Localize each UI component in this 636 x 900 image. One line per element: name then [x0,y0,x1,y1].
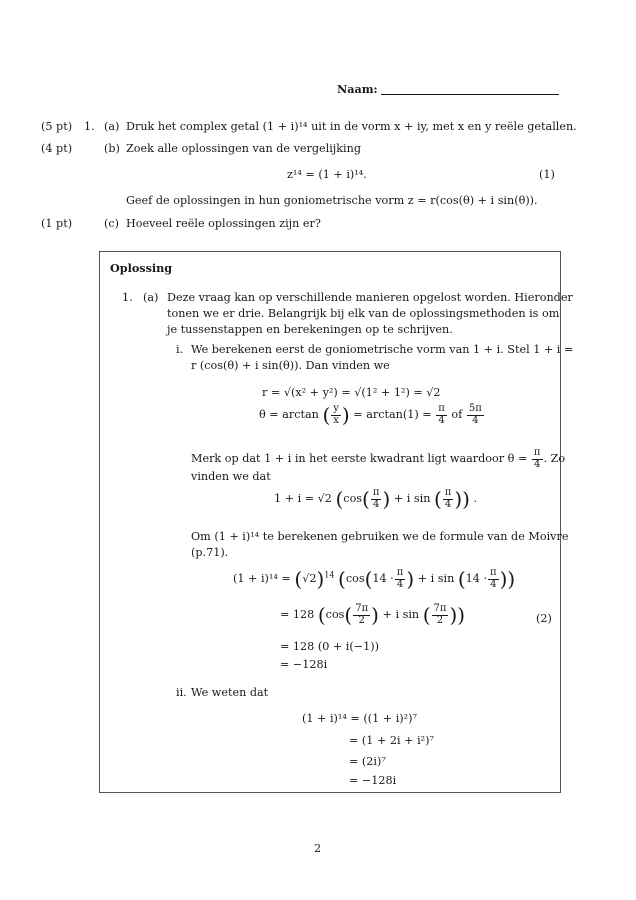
polar-lhs: 1 + i = √2 [274,492,332,505]
equation-polar-form: 1 + i = √2 (cos( $\frac{\pi}{4}$ ) + i sin ( $\frac{\pi}{4}$ )) . [274,487,478,511]
binomial-line2: = (1 + 2i + i²)⁷ [349,734,434,747]
q1c-points: (1 pt) [41,217,73,230]
dm-sqrt2: √2 [302,572,317,585]
dm-14dot: 14 · [372,572,394,585]
solution-intro-line1: Deze vraag kan op verschillende manieren opgelost worden. Hieronder [167,291,573,304]
solution-intro-line3: je tussenstappen en berekeningen op te schrijven. [167,323,453,336]
dm2-frac-7pi-b: 7π [433,603,447,614]
polar-isin: + i sin [393,492,431,505]
polar-frac-pi-b: π [444,487,452,498]
name-field-line [381,94,559,95]
dm-frac-pi-b: π [490,567,497,578]
method-i-label: i. [176,343,184,356]
q1b-equation-number: (1) [539,168,555,181]
merk-line1-end: . Zo [543,452,566,465]
solution-a-letter: (a) [143,291,159,304]
solution-title: Oplossing [110,261,173,275]
dm-lhs: (1 + i)¹⁴ = [233,572,291,585]
name-label: Naam: [337,82,378,96]
demoivre-line4: = −128i [280,658,328,671]
equation-number-2: (2) [536,612,552,625]
frac-x: x [333,414,339,426]
solution-intro-line2: tonen we er drie. Belangrijk bij elk van de oplossingsmethoden is om [167,307,560,320]
dm-frac-four-b: 4 [490,578,497,590]
frac-four: 4 [438,414,445,426]
equation-argument-mid: = arctan(1) = [353,408,432,421]
q1a-points: (5 pt) [41,120,73,133]
q1a-text: Druk het complex getal (1 + i)¹⁴ uit in de vorm x + iy, met x en y reële getallen. [126,120,577,133]
moivre-line1: Om (1 + i)¹⁴ te berekenen gebruiken we de formule van de Moivre [191,530,569,543]
method-i-text-line1: We berekenen eerst de goniometrische vorm van 1 + i. Stel 1 + i = [191,343,574,356]
polar-frac-four: 4 [372,498,380,510]
dm-14dot-b: 14 · [465,572,488,585]
binomial-line4: = −128i [349,774,397,787]
dm2-cos: cos [325,608,345,621]
merk-line1 [191,448,565,470]
q1-number: 1. [84,120,95,133]
solution-number: 1. [122,291,133,304]
merk-line2: vinden we dat [191,470,271,483]
dm2-frac-two: 2 [358,614,365,626]
dm-isin: + i sin [417,572,455,585]
polar-period: . [473,492,478,505]
method-ii-text: We weten dat [191,686,269,699]
binomial-line1: (1 + i)¹⁴ = ((1 + i)²)⁷ [302,712,417,725]
dm2-isin: + i sin [382,608,420,621]
dm-line2-lhs: = 128 [280,608,315,621]
demoivre-line1: $(1 + i)^{14} = (√2)^{14}$ (cos(14 · $\frac{\pi}{4}$ ) + i sin (14 · $\frac{\pi}{4}$ )) [233,567,516,591]
frac-y: y [333,403,339,414]
dm2-frac-7pi: 7π [355,603,369,614]
binomial-line3: = (2i)⁷ [349,755,386,768]
q1b-followup: Geef de oplossingen in hun goniometrische vorm z = r(cos(θ) + i sin(θ)). [126,194,538,207]
word-of: of [451,408,463,421]
frac-four-b: 4 [472,414,479,426]
equation-modulus: r = √(x² + y²) = √(1² + 1²) = √2 [262,386,441,399]
q1b-text: Zoek alle oplossingen van de vergelijking [126,142,361,155]
dm-cos: cos [345,572,365,585]
merk-line1-text: Merk op dat 1 + i in het eerste kwadrant ligt waardoor θ = [191,452,528,465]
dm-exp: 14 [324,570,335,580]
page-number: 2 [314,842,322,855]
moivre-line2: (p.71). [191,546,229,559]
q1a-letter: (a) [104,120,120,133]
q1b-points: (4 pt) [41,142,73,155]
dm2-frac-two-b: 2 [436,614,444,626]
dm-frac-pi: π [396,567,404,578]
dm-frac-four: 4 [396,578,404,590]
q1c-letter: (c) [104,217,119,230]
equation-argument: θ = arctan ( $\frac{y}{x}$ ) = arctan(1) = $\frac{\pi}{4}$ of $\frac{5\pi}{4}$ [259,403,482,427]
merk-frac-four: 4 [534,458,541,470]
polar-frac-pi: π [372,487,380,498]
polar-cos: cos [343,492,363,505]
method-i-text-line2: r (cos(θ) + i sin(θ)). Dan vinden we [191,359,390,372]
polar-frac-four-b: 4 [444,498,452,510]
q1c-text: Hoeveel reële oplossingen zijn er? [126,217,321,230]
q1b-letter: (b) [104,142,120,155]
frac-pi: π [438,403,445,414]
demoivre-line3: = 128 (0 + i(−1)) [280,640,379,653]
merk-frac-pi: π [533,447,541,458]
equation-argument-lhs: θ = arctan [259,408,319,421]
demoivre-line2: = 128 (cos( $\frac{7\pi}{2}$ ) + i sin ( $\frac{7\pi}{2}$ )) [280,603,466,627]
method-ii-label: ii. [176,686,187,699]
q1b-equation: z¹⁴ = (1 + i)¹⁴. [287,168,367,181]
frac-five-pi: 5π [468,403,482,414]
